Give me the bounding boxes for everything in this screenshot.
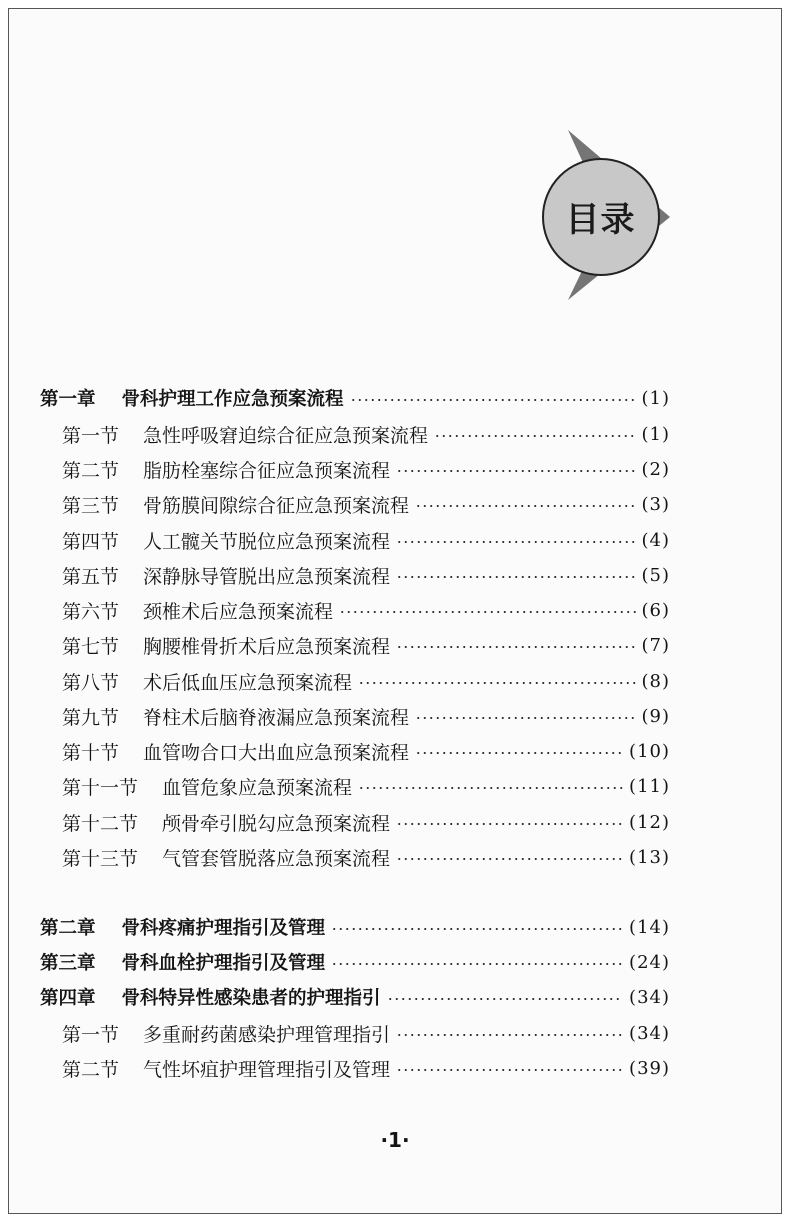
toc-section[interactable] [62,452,670,486]
entry-title: 多重耐药菌感染护理管理指引 [143,1023,391,1046]
dot-leader [331,963,623,965]
toc-section[interactable] [62,769,670,803]
dot-leader [415,752,623,754]
toc-heading: 目录 [565,200,636,240]
entry-page: (3) [641,493,670,515]
toc-section[interactable] [62,734,670,768]
dot-leader [331,928,623,930]
dot-leader [339,611,635,613]
entry-number: 第十三节 [62,847,139,870]
dot-leader [387,998,624,1000]
toc-section[interactable] [62,664,670,698]
entry-title: 人工髋关节脱位应急预案流程 [143,530,391,553]
toc-section[interactable] [62,840,670,874]
entry-number: 第二章 [40,918,96,939]
toc-chapter-2[interactable] [40,910,670,944]
entry-title: 颈椎术后应急预案流程 [143,600,334,623]
dot-leader [396,858,623,860]
entry-number: 第四节 [62,530,120,553]
toc-section[interactable] [62,805,670,839]
dot-leader [396,576,635,578]
entry-title: 急性呼吸窘迫综合征应急预案流程 [143,424,429,447]
entry-page: (6) [641,599,670,621]
toc-chapter-4[interactable] [40,980,670,1014]
entry-number: 第一章 [40,389,96,410]
entry-title: 血管危象应急预案流程 [162,776,353,799]
entry-title: 骨科特异性感染患者的护理指引 [121,988,381,1009]
entry-title: 血管吻合口大出血应急预案流程 [143,741,410,764]
toc-chapter-3[interactable] [40,945,670,979]
entry-page: (24) [629,951,670,973]
toc-chapter-1[interactable] [40,381,670,415]
entry-page: (1) [641,423,670,445]
dot-leader [396,646,635,648]
entry-page: (5) [641,564,670,586]
toc-section[interactable] [62,593,670,627]
entry-page: (10) [629,740,670,762]
entry-title: 骨科护理工作应急预案流程 [121,389,344,410]
entry-title: 术后低血压应急预案流程 [143,671,353,694]
dot-leader [396,541,635,543]
entry-title: 颅骨牵引脱勾应急预案流程 [162,812,391,835]
dot-leader [415,505,635,507]
entry-number: 第二节 [62,1058,120,1081]
entry-number: 第五节 [62,565,120,588]
entry-number: 第八节 [62,671,120,694]
entry-title: 深静脉导管脱出应急预案流程 [143,565,391,588]
dot-leader [350,399,636,401]
entry-number: 第七节 [62,635,120,658]
entry-number: 第九节 [62,706,120,729]
entry-page: (34) [629,1022,670,1044]
entry-page: (4) [641,529,670,551]
entry-page: (8) [641,670,670,692]
entry-page: (7) [641,634,670,656]
entry-number: 第十节 [62,741,120,764]
entry-number: 第三章 [40,953,96,974]
entry-title: 骨科血栓护理指引及管理 [121,953,326,974]
entry-page: (13) [629,846,670,868]
entry-title: 脂肪栓塞综合征应急预案流程 [143,459,391,482]
entry-number: 第六节 [62,600,120,623]
page-number: ·1· [380,1128,410,1152]
toc-section[interactable] [62,1051,670,1085]
entry-page: (12) [629,811,670,833]
entry-page: (9) [641,705,670,727]
entry-title: 气管套管脱落应急预案流程 [162,847,391,870]
entry-page: (2) [641,458,670,480]
entry-title: 脊柱术后脑脊液漏应急预案流程 [143,706,410,729]
dot-leader [396,1069,623,1071]
dot-leader [434,435,635,437]
entry-title: 骨科疼痛护理指引及管理 [121,918,326,939]
dot-leader [396,823,623,825]
entry-number: 第一节 [62,1023,120,1046]
entry-title: 骨筋膜间隙综合征应急预案流程 [143,494,410,517]
toc-section[interactable] [62,628,670,662]
entry-page: (11) [629,775,670,797]
entry-number: 第四章 [40,988,96,1009]
entry-number: 第二节 [62,459,120,482]
entry-title: 气性坏疽护理管理指引及管理 [143,1058,391,1081]
dot-leader [415,717,635,719]
entry-number: 第十一节 [62,776,139,799]
entry-title: 胸腰椎骨折术后应急预案流程 [143,635,391,658]
toc-section[interactable] [62,417,670,451]
entry-number: 第一节 [62,424,120,447]
entry-page: (14) [629,916,670,938]
dot-leader [358,682,635,684]
toc-section[interactable] [62,523,670,557]
dot-leader [396,470,635,472]
toc-section[interactable] [62,1016,670,1050]
entry-page: (39) [629,1057,670,1079]
toc-section[interactable] [62,487,670,521]
entry-number: 第三节 [62,494,120,517]
entry-page: (34) [629,986,670,1008]
entry-number: 第十二节 [62,812,139,835]
dot-leader [358,787,623,789]
entry-page: (1) [641,387,670,409]
toc-section[interactable] [62,699,670,733]
toc-section[interactable] [62,558,670,592]
dot-leader [396,1034,623,1036]
